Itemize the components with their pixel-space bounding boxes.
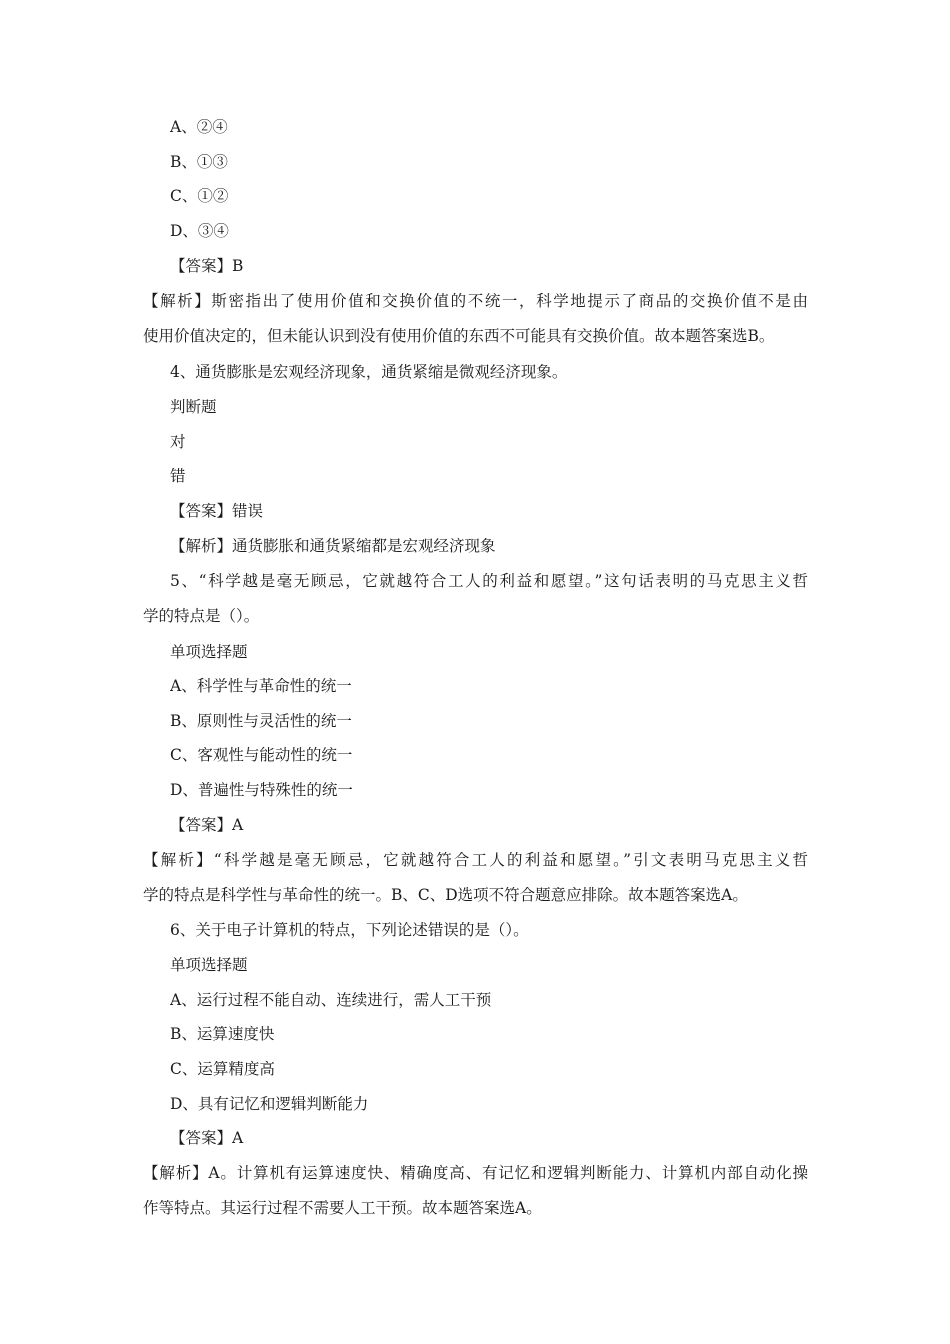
q5-question-line-2: 学的特点是（）。 [143, 607, 260, 625]
q5-option-c: C、客观性与能动性的统一 [170, 746, 353, 764]
q6-option-b: B、运算速度快 [170, 1025, 275, 1043]
q6-analysis-line-1: 【解析】A。计算机有运算速度快、精确度高、有记忆和逻辑判断能力、计算机内部自动化操 [143, 1164, 808, 1182]
q5-answer: 【答案】A [170, 816, 244, 834]
q4-option-true: 对 [170, 433, 186, 451]
q5-question-line-1: 5、“科学越是毫无顾忌，它就越符合工人的利益和愿望。”这句话表明的马克思主义哲 [170, 572, 808, 590]
q5-analysis-line-2: 学的特点是科学性与革命性的统一。B、C、D选项不符合题意应排除。故本题答案选A。 [143, 886, 748, 904]
q3-answer: 【答案】B [170, 257, 244, 275]
q6-option-d: D、具有记忆和逻辑判断能力 [170, 1095, 369, 1113]
q3-analysis-line-2: 使用价值决定的，但未能认识到没有使用价值的东西不可能具有交换价值。故本题答案选B。 [143, 327, 775, 345]
q3-analysis-line-1: 【解析】斯密指出了使用价值和交换价值的不统一，科学地提示了商品的交换价值不是由 [143, 292, 808, 310]
q3-option-b: B、①③ [170, 153, 228, 171]
q6-analysis-line-2: 作等特点。其运行过程不需要人工干预。故本题答案选A。 [143, 1199, 542, 1217]
q4-analysis: 【解析】通货膨胀和通货紧缩都是宏观经济现象 [170, 537, 496, 555]
q3-option-a: A、②④ [170, 118, 228, 136]
q6-answer: 【答案】A [170, 1129, 244, 1147]
q4-answer: 【答案】错误 [170, 502, 264, 520]
q6-option-c: C、运算精度高 [170, 1060, 275, 1078]
q5-analysis-line-1: 【解析】“科学越是毫无顾忌，它就越符合工人的利益和愿望。”引文表明马克思主义哲 [143, 851, 808, 869]
q5-option-a: A、科学性与革命性的统一 [170, 677, 352, 695]
q4-question: 4、通货膨胀是宏观经济现象，通货紧缩是微观经济现象。 [170, 363, 568, 381]
q3-option-d: D、③④ [170, 222, 229, 240]
q5-type: 单项选择题 [170, 643, 248, 661]
q4-option-false: 错 [170, 467, 186, 485]
q6-question: 6、关于电子计算机的特点，下列论述错误的是（）。 [170, 921, 529, 939]
q3-option-c: C、①② [170, 187, 229, 205]
q5-option-d: D、普遍性与特殊性的统一 [170, 781, 353, 799]
q6-type: 单项选择题 [170, 956, 248, 974]
q6-option-a: A、运行过程不能自动、连续进行，需人工干预 [170, 991, 492, 1009]
q4-type: 判断题 [170, 398, 217, 416]
q5-option-b: B、原则性与灵活性的统一 [170, 712, 352, 730]
